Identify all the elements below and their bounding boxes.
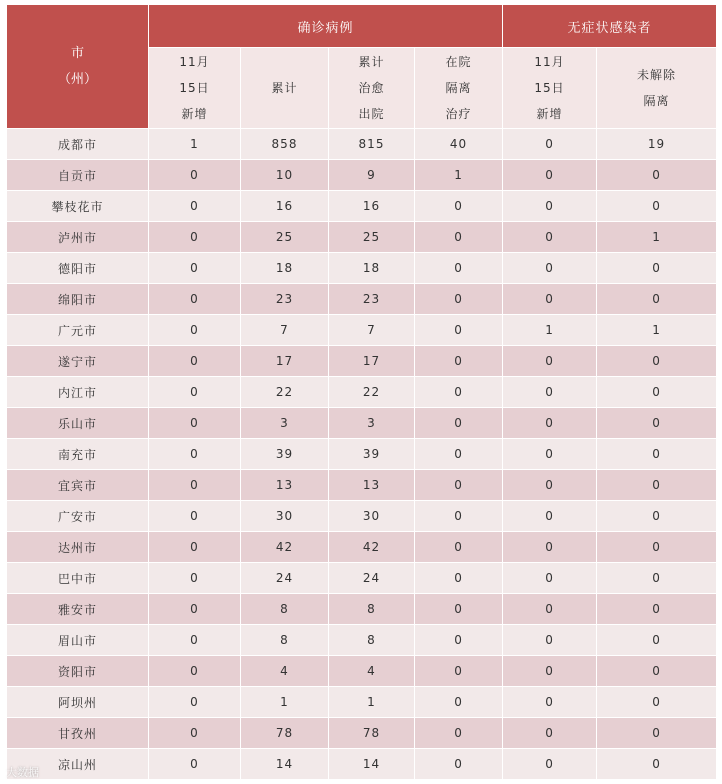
asymptomatic-new-cell: 0	[503, 408, 597, 439]
table-row	[7, 346, 717, 377]
city-name: 宜宾市	[7, 470, 149, 501]
confirmed-group-header: 确诊病例	[149, 5, 503, 48]
confirmed-total-cell: 3	[241, 408, 329, 439]
confirmed-total-cell: 18	[241, 253, 329, 284]
confirmed-total-cell: 858	[241, 129, 329, 160]
confirmed-total-cell: 14	[241, 749, 329, 780]
city-column-header	[7, 5, 149, 129]
asymptomatic-isolation-cell: 0	[597, 408, 717, 439]
city-name: 南充市	[7, 439, 149, 470]
city-name: 广安市	[7, 501, 149, 532]
cured-total-cell: 78	[329, 718, 415, 749]
table-row	[7, 315, 717, 346]
city-name: 巴中市	[7, 563, 149, 594]
confirmed-new-cell: 0	[149, 408, 241, 439]
confirmed-new-cell: 0	[149, 439, 241, 470]
asymptomatic-new-cell: 0	[503, 346, 597, 377]
confirmed-new-cell: 0	[149, 222, 241, 253]
hospitalized-cell: 1	[415, 160, 503, 191]
asymptomatic-isolation-cell: 0	[597, 501, 717, 532]
asymptomatic-isolation-cell: 0	[597, 160, 717, 191]
table-row	[7, 594, 717, 625]
confirmed-new-cell: 0	[149, 594, 241, 625]
asymptomatic-isolation-cell: 0	[597, 687, 717, 718]
cured-total-cell: 23	[329, 284, 415, 315]
confirmed-new-cell: 1	[149, 129, 241, 160]
city-name: 攀枝花市	[7, 191, 149, 222]
hospitalized-cell: 0	[415, 439, 503, 470]
cured-total-cell: 4	[329, 656, 415, 687]
cured-total-header	[329, 48, 415, 129]
city-name: 遂宁市	[7, 346, 149, 377]
cured-total-cell: 1	[329, 687, 415, 718]
asymptomatic-new-cell: 0	[503, 656, 597, 687]
confirmed-new-cell: 0	[149, 501, 241, 532]
city-name: 德阳市	[7, 253, 149, 284]
hospitalized-cell: 0	[415, 284, 503, 315]
asymptomatic-isolation-cell: 0	[597, 284, 717, 315]
cured-total-cell: 815	[329, 129, 415, 160]
asymptomatic-new-cell: 0	[503, 532, 597, 563]
asymptomatic-isolation-cell: 0	[597, 470, 717, 501]
asymptomatic-new-cell: 0	[503, 439, 597, 470]
hospitalized-cell: 0	[415, 625, 503, 656]
asymptomatic-isolation-cell: 0	[597, 377, 717, 408]
city-name: 阿坝州	[7, 687, 149, 718]
city-name: 乐山市	[7, 408, 149, 439]
confirmed-total-cell: 23	[241, 284, 329, 315]
cured-total-cell: 42	[329, 532, 415, 563]
confirmed-new-cell: 0	[149, 687, 241, 718]
hospitalized-cell: 0	[415, 408, 503, 439]
asymptomatic-new-header	[503, 48, 597, 129]
city-name: 凉山州	[7, 749, 149, 780]
confirmed-new-cell: 0	[149, 160, 241, 191]
subheader-line: 在院	[445, 55, 472, 69]
confirmed-total-cell: 13	[241, 470, 329, 501]
hospitalized-cell: 0	[415, 563, 503, 594]
cured-total-cell: 22	[329, 377, 415, 408]
asymptomatic-new-cell: 0	[503, 749, 597, 780]
city-name: 成都市	[7, 129, 149, 160]
confirmed-total-cell: 1	[241, 687, 329, 718]
city-name: 广元市	[7, 315, 149, 346]
hospitalized-cell: 0	[415, 191, 503, 222]
asymptomatic-isolation-cell: 0	[597, 718, 717, 749]
cured-total-cell: 7	[329, 315, 415, 346]
table-row	[7, 625, 717, 656]
asymptomatic-new-cell: 1	[503, 315, 597, 346]
subheader-line: 11月	[179, 55, 210, 69]
table-row	[7, 532, 717, 563]
hospitalized-cell: 0	[415, 532, 503, 563]
asymptomatic-new-cell: 0	[503, 377, 597, 408]
subheader-line: 11月	[534, 55, 565, 69]
hospitalized-cell: 0	[415, 687, 503, 718]
city-name: 绵阳市	[7, 284, 149, 315]
confirmed-new-cell: 0	[149, 470, 241, 501]
asymptomatic-isolation-cell: 0	[597, 532, 717, 563]
hospitalized-cell: 0	[415, 470, 503, 501]
table-row	[7, 160, 717, 191]
confirmed-total-cell: 39	[241, 439, 329, 470]
hospitalized-cell: 0	[415, 501, 503, 532]
asymptomatic-new-cell: 0	[503, 563, 597, 594]
city-name: 雅安市	[7, 594, 149, 625]
table-row	[7, 470, 717, 501]
table-row	[7, 191, 717, 222]
asymptomatic-new-cell: 0	[503, 222, 597, 253]
asymptomatic-new-cell: 0	[503, 718, 597, 749]
table-row	[7, 284, 717, 315]
confirmed-total-cell: 24	[241, 563, 329, 594]
asymptomatic-new-cell: 0	[503, 191, 597, 222]
subheader-line: 隔离	[643, 94, 670, 108]
subheader-line: 新增	[536, 107, 563, 121]
confirmed-total-cell: 4	[241, 656, 329, 687]
asymptomatic-isolation-cell: 19	[597, 129, 717, 160]
confirmed-new-cell: 0	[149, 191, 241, 222]
hospitalized-cell: 40	[415, 129, 503, 160]
confirmed-total-cell: 7	[241, 315, 329, 346]
subheader-line: 治愈	[358, 81, 385, 95]
cured-total-cell: 30	[329, 501, 415, 532]
subheader-line: 治疗	[445, 107, 472, 121]
confirmed-new-cell: 0	[149, 656, 241, 687]
table-row	[7, 687, 717, 718]
subheader-line: 新增	[181, 107, 208, 121]
table-row	[7, 377, 717, 408]
cured-total-cell: 24	[329, 563, 415, 594]
asymptomatic-isolation-cell: 1	[597, 315, 717, 346]
confirmed-total-cell: 8	[241, 625, 329, 656]
confirmed-total-cell: 25	[241, 222, 329, 253]
asymptomatic-isolation-cell: 0	[597, 563, 717, 594]
subheader-line: 出院	[358, 107, 385, 121]
confirmed-total-cell: 10	[241, 160, 329, 191]
asymptomatic-isolation-header	[597, 48, 717, 129]
confirmed-new-cell: 0	[149, 625, 241, 656]
asymptomatic-isolation-cell: 0	[597, 656, 717, 687]
table-row	[7, 439, 717, 470]
subheader-line: 累计	[358, 55, 385, 69]
table-row	[7, 718, 717, 749]
table-row	[7, 656, 717, 687]
asymptomatic-isolation-cell: 0	[597, 346, 717, 377]
covid-stats-table	[6, 4, 717, 780]
confirmed-total-cell: 16	[241, 191, 329, 222]
city-name: 达州市	[7, 532, 149, 563]
table-row	[7, 253, 717, 284]
cured-total-cell: 17	[329, 346, 415, 377]
cured-total-cell: 18	[329, 253, 415, 284]
cured-total-cell: 16	[329, 191, 415, 222]
table-row	[7, 222, 717, 253]
hospitalized-cell: 0	[415, 718, 503, 749]
asymptomatic-new-cell: 0	[503, 129, 597, 160]
asymptomatic-isolation-cell: 0	[597, 253, 717, 284]
asymptomatic-new-cell: 0	[503, 284, 597, 315]
cured-total-cell: 9	[329, 160, 415, 191]
hospitalized-cell: 0	[415, 594, 503, 625]
subheader-line: 累计	[271, 81, 298, 95]
asymptomatic-isolation-cell: 0	[597, 625, 717, 656]
city-name: 甘孜州	[7, 718, 149, 749]
city-name: 眉山市	[7, 625, 149, 656]
cured-total-cell: 3	[329, 408, 415, 439]
hospitalized-header	[415, 48, 503, 129]
confirmed-total-cell: 22	[241, 377, 329, 408]
confirmed-new-cell: 0	[149, 315, 241, 346]
city-header-sublabel: （州）	[57, 71, 97, 87]
subheader-line: 隔离	[445, 81, 472, 95]
hospitalized-cell: 0	[415, 253, 503, 284]
cured-total-cell: 14	[329, 749, 415, 780]
hospitalized-cell: 0	[415, 656, 503, 687]
confirmed-new-cell: 0	[149, 532, 241, 563]
confirmed-new-cell: 0	[149, 253, 241, 284]
asymptomatic-new-cell: 0	[503, 501, 597, 532]
hospitalized-cell: 0	[415, 346, 503, 377]
asymptomatic-new-cell: 0	[503, 470, 597, 501]
asymptomatic-new-cell: 0	[503, 160, 597, 191]
watermark: 大数据	[6, 766, 39, 779]
cured-total-cell: 39	[329, 439, 415, 470]
confirmed-total-cell: 30	[241, 501, 329, 532]
city-name: 泸州市	[7, 222, 149, 253]
subheader-line: 15日	[179, 81, 210, 95]
confirmed-total-cell: 8	[241, 594, 329, 625]
asymptomatic-isolation-cell: 1	[597, 222, 717, 253]
table-row	[7, 563, 717, 594]
confirmed-new-cell: 0	[149, 284, 241, 315]
subheader-line: 未解除	[637, 68, 677, 82]
asymptomatic-isolation-cell: 0	[597, 594, 717, 625]
hospitalized-cell: 0	[415, 377, 503, 408]
asymptomatic-new-cell: 0	[503, 594, 597, 625]
cured-total-cell: 8	[329, 625, 415, 656]
asymptomatic-isolation-cell: 0	[597, 191, 717, 222]
confirmed-total-cell: 17	[241, 346, 329, 377]
subheader-line: 15日	[534, 81, 565, 95]
hospitalized-cell: 0	[415, 749, 503, 780]
cured-total-cell: 8	[329, 594, 415, 625]
confirmed-total-header	[241, 48, 329, 129]
confirmed-new-cell: 0	[149, 563, 241, 594]
asymptomatic-group-header: 无症状感染者	[503, 5, 717, 48]
cured-total-cell: 25	[329, 222, 415, 253]
table-row	[7, 408, 717, 439]
confirmed-new-header	[149, 48, 241, 129]
city-header-label: 市	[70, 45, 84, 61]
city-name: 资阳市	[7, 656, 149, 687]
asymptomatic-isolation-cell: 0	[597, 439, 717, 470]
table-row	[7, 129, 717, 160]
asymptomatic-new-cell: 0	[503, 253, 597, 284]
city-name: 自贡市	[7, 160, 149, 191]
hospitalized-cell: 0	[415, 315, 503, 346]
confirmed-new-cell: 0	[149, 346, 241, 377]
asymptomatic-isolation-cell: 0	[597, 749, 717, 780]
city-name: 内江市	[7, 377, 149, 408]
table-body	[7, 129, 717, 780]
confirmed-new-cell: 0	[149, 718, 241, 749]
confirmed-total-cell: 42	[241, 532, 329, 563]
confirmed-new-cell: 0	[149, 377, 241, 408]
table-row	[7, 501, 717, 532]
table-row	[7, 749, 717, 780]
cured-total-cell: 13	[329, 470, 415, 501]
asymptomatic-new-cell: 0	[503, 625, 597, 656]
confirmed-new-cell: 0	[149, 749, 241, 780]
asymptomatic-new-cell: 0	[503, 687, 597, 718]
hospitalized-cell: 0	[415, 222, 503, 253]
confirmed-total-cell: 78	[241, 718, 329, 749]
